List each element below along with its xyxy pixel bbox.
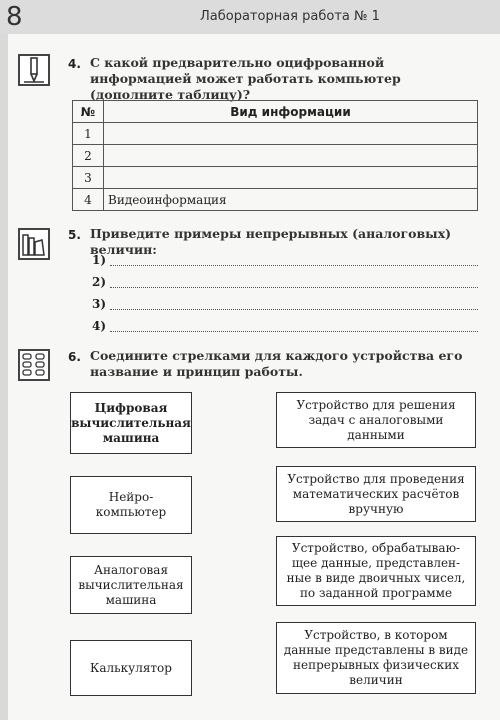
principle-box[interactable]: Устройство, обрабатываю- щее данные, представлен- ные в виде двоичных чисел, по заданной программе — [276, 536, 476, 606]
principle-box[interactable]: Устройство, в котором данные представлены в виде непрерывных физических величин — [276, 622, 476, 694]
task-text: Приведите примеры непрерывных (аналоговых) величин: — [90, 226, 452, 257]
answer-line[interactable] — [92, 253, 480, 267]
row-number: 3 — [73, 167, 104, 189]
page-margin — [0, 0, 8, 720]
answer-label: 3) — [92, 297, 107, 311]
page-number: 8 — [6, 2, 23, 32]
col-type-header: Вид информации — [104, 101, 478, 123]
row-value[interactable] — [104, 145, 478, 167]
answer-label: 2) — [92, 275, 107, 289]
table-header-row — [73, 101, 478, 123]
lab-title: Лабораторная работа № 1 — [200, 9, 380, 24]
row-number: 1 — [73, 123, 104, 145]
answer-line[interactable] — [92, 319, 480, 333]
matching-icon — [18, 349, 50, 381]
row-number: 4 — [73, 189, 104, 211]
info-table — [72, 100, 478, 211]
task-text: Соедините стрелками для каждого устройства его название и принцип работы. — [90, 348, 463, 379]
answer-label: 4) — [92, 319, 107, 333]
device-box[interactable]: Калькулятор — [70, 640, 192, 696]
table-row — [73, 189, 478, 211]
answer-label: 1) — [92, 253, 107, 267]
answer-line[interactable] — [92, 275, 480, 289]
row-number: 2 — [73, 145, 104, 167]
pen-icon — [18, 54, 50, 86]
principle-box[interactable]: Устройство для решения задач с аналоговыми данными — [276, 392, 476, 448]
device-box[interactable]: Цифровая вычислительная машина — [70, 392, 192, 454]
task-number: 6. — [68, 350, 81, 364]
table-row — [73, 167, 478, 189]
task-number: 4. — [68, 57, 81, 71]
task-number: 5. — [68, 228, 81, 242]
row-value: Видеоинформация — [104, 189, 478, 211]
col-number-header: № — [73, 101, 104, 123]
row-value[interactable] — [104, 167, 478, 189]
table-row — [73, 123, 478, 145]
device-box[interactable]: Нейро- компьютер — [70, 476, 192, 534]
answer-line[interactable] — [92, 297, 480, 311]
device-box[interactable]: Аналоговая вычислительная машина — [70, 556, 192, 614]
table-row — [73, 145, 478, 167]
task-text: С какой предварительно оцифрованной информацией может работать компьютер (дополните таблицу)? — [90, 55, 401, 102]
page-header — [0, 0, 500, 34]
principle-box[interactable]: Устройство для проведения математических расчётов вручную — [276, 466, 476, 522]
row-value[interactable] — [104, 123, 478, 145]
books-icon — [18, 228, 50, 260]
